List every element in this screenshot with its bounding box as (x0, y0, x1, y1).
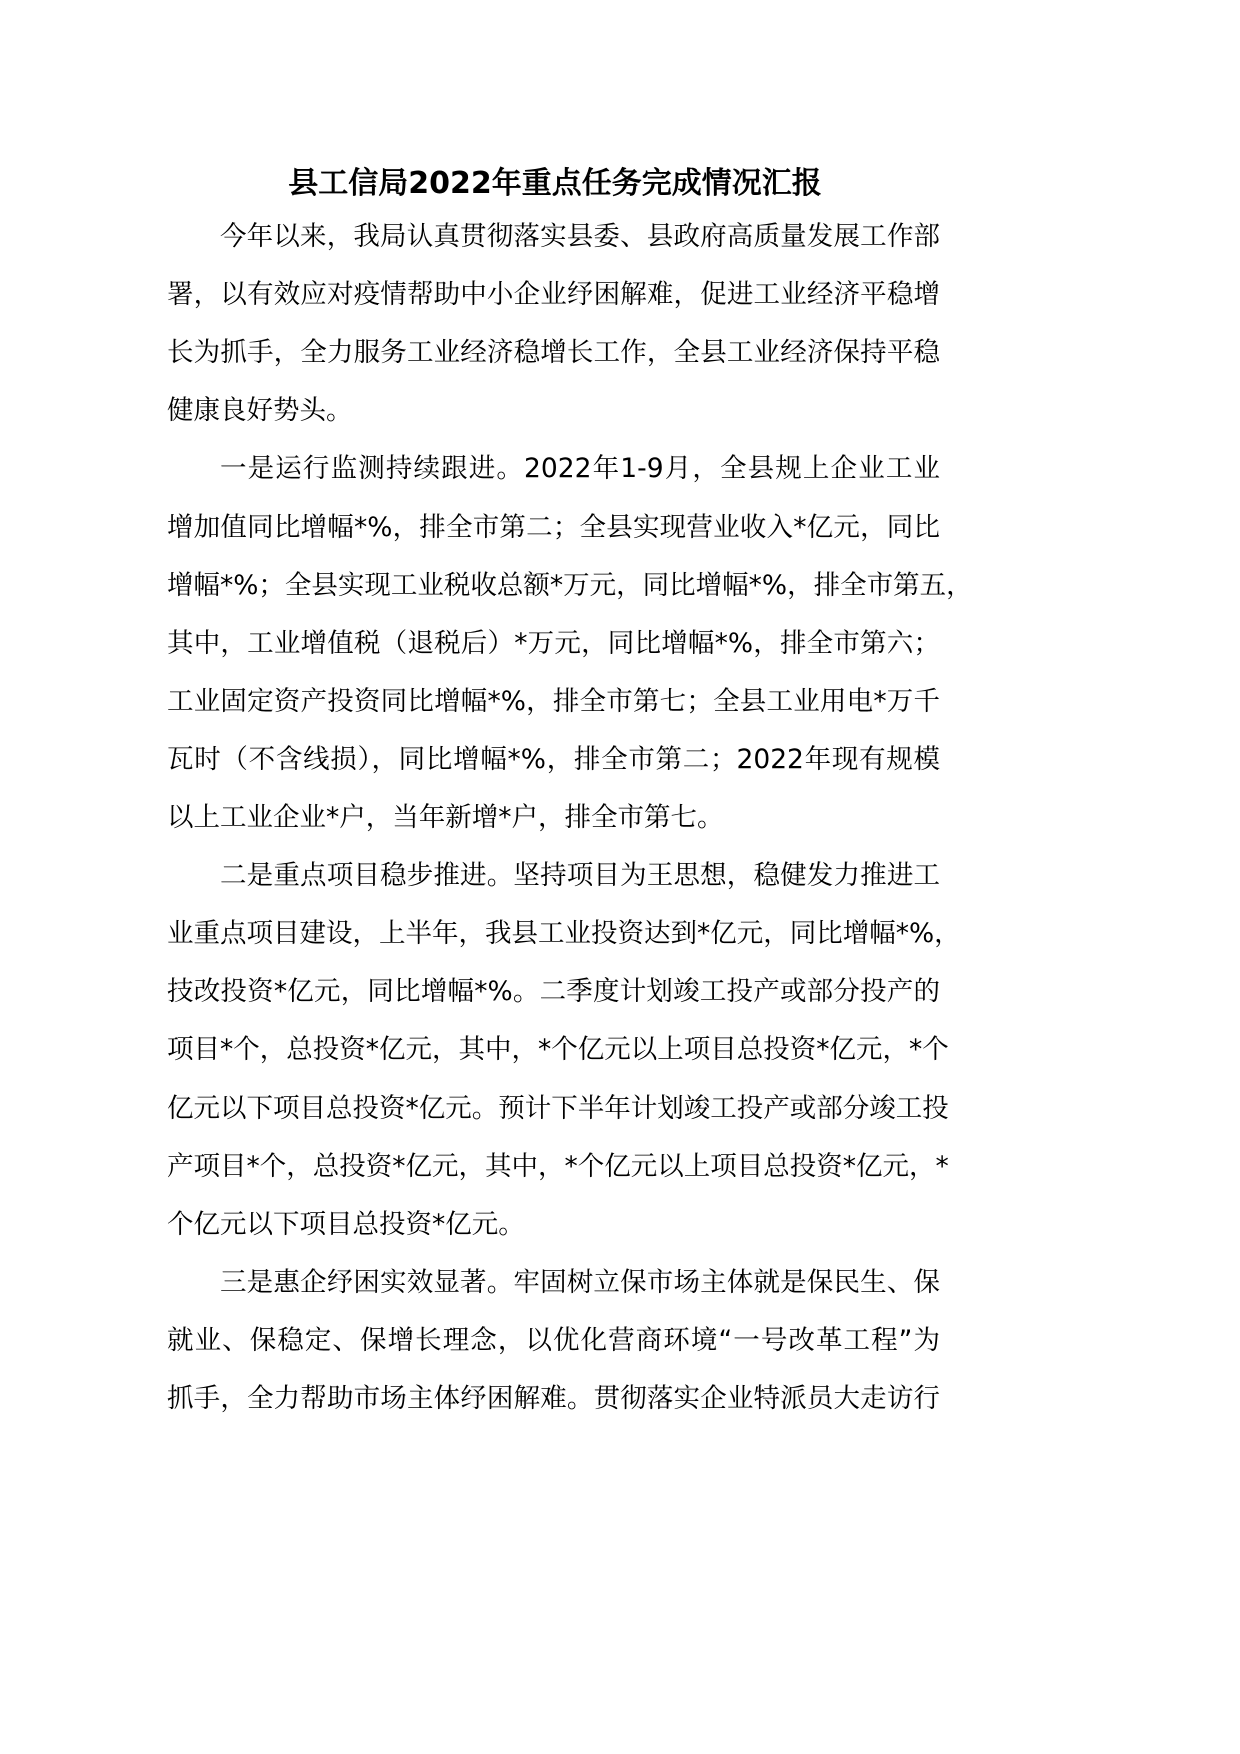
paragraph-line: 一是运行监测持续跟进。2022年1-9月，全县规上企业工业 (220, 453, 940, 484)
paragraph-line: 增幅*%；全县实现工业税收总额*万元，同比增幅*%，排全市第五， (167, 570, 973, 601)
paragraph-line: 瓦时（不含线损），同比增幅*%，排全市第二；2022年现有规模 (167, 744, 940, 775)
paragraph-line: 三是惠企纾困实效显著。牢固树立保市场主体就是保民生、保 (220, 1267, 940, 1298)
paragraph-line: 以上工业企业*户，当年新增*户，排全市第七。 (167, 802, 724, 833)
paragraph-line: 其中，工业增值税（退税后）*万元，同比增幅*%，排全市第六； (167, 628, 940, 659)
paragraph-line: 技改投资*亿元，同比增幅*%。二季度计划竣工投产或部分投产的 (167, 976, 940, 1007)
paragraph-line: 署，以有效应对疫情帮助中小企业纾困解难，促进工业经济平稳增 (167, 279, 940, 310)
paragraph-line: 项目*个，总投资*亿元，其中，*个亿元以上项目总投资*亿元，*个 (167, 1034, 949, 1065)
paragraph-line: 今年以来，我局认真贯彻落实县委、县政府高质量发展工作部 (220, 221, 940, 252)
paragraph-line: 增加值同比增幅*%，排全市第二；全县实现营业收入*亿元，同比 (167, 512, 940, 543)
paragraph-line: 工业固定资产投资同比增幅*%，排全市第七；全县工业用电*万千 (167, 686, 940, 717)
paragraph-line: 产项目*个，总投资*亿元，其中，*个亿元以上项目总投资*亿元，* (167, 1151, 949, 1182)
paragraph-line: 亿元以下项目总投资*亿元。预计下半年计划竣工投产或部分竣工投 (167, 1093, 949, 1124)
paragraph-line: 抓手，全力帮助市场主体纾困解难。贯彻落实企业特派员大走访行 (167, 1383, 940, 1414)
document-title: 县工信局2022年重点任务完成情况汇报 (288, 166, 822, 201)
paragraph-line: 业重点项目建设，上半年，我县工业投资达到*亿元，同比增幅*%， (167, 918, 961, 949)
paragraph-line: 长为抓手，全力服务工业经济稳增长工作，全县工业经济保持平稳 (167, 337, 940, 368)
paragraph-line: 个亿元以下项目总投资*亿元。 (167, 1209, 525, 1240)
paragraph-line: 健康良好势头。 (167, 395, 353, 426)
paragraph-line: 二是重点项目稳步推进。坚持项目为王思想，稳健发力推进工 (220, 860, 940, 891)
paragraph-line: 就业、保稳定、保增长理念，以优化营商环境“一号改革工程”为 (167, 1325, 940, 1356)
